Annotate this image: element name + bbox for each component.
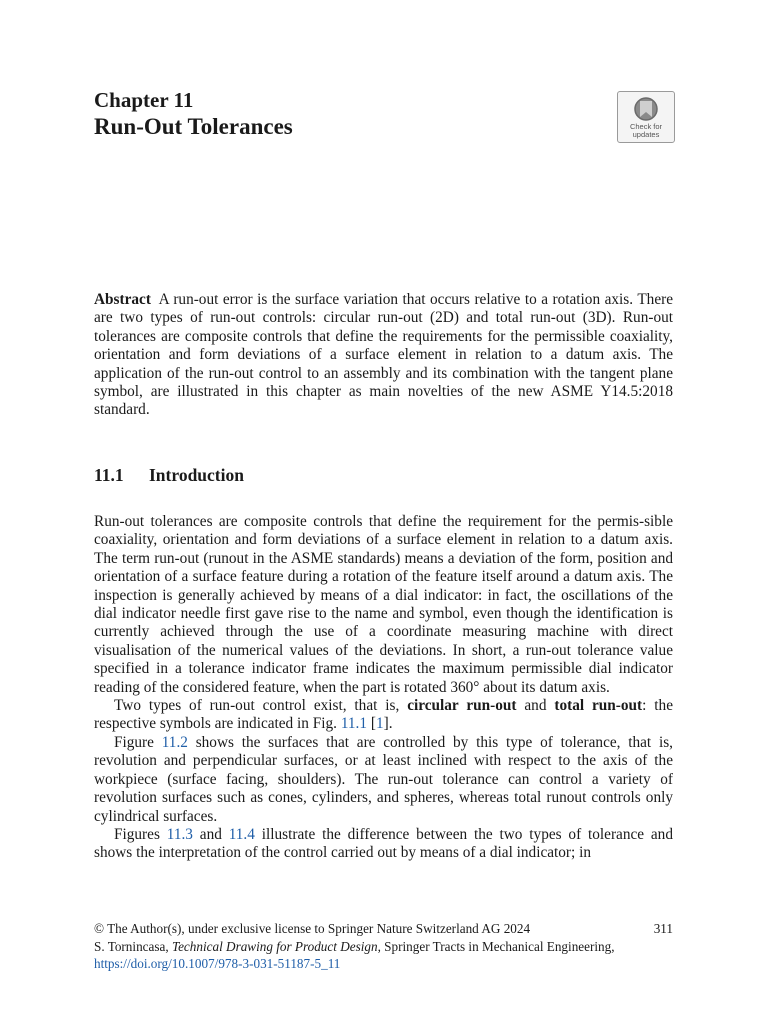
citation: S. Tornincasa, Technical Drawing for Product Design, Springer Tracts in Mechanical Engineering, https://doi.org/10.1007/978-3-031-51187-5_11 [94, 938, 615, 971]
term-circular-run-out: circular run-out [407, 697, 517, 715]
abstract [94, 291, 673, 420]
figure-link-11-3[interactable]: 11.3 [166, 825, 193, 843]
check-for-updates-icon [633, 96, 659, 122]
copyright-line: © The Author(s), under exclusive license to Springer Nature Switzerland AG 2024 [94, 921, 531, 936]
check-for-updates-badge[interactable] [617, 91, 675, 143]
page-number: 311 [653, 921, 673, 936]
figure-link-11-4[interactable]: 11.4 [228, 825, 255, 843]
term-total-run-out: total run-out [554, 697, 643, 715]
paragraph-4: Figures 11.3 and 11.4 illustrate the difference between the two types of tolerance and shows the interpretation of the control carried out by means of a dial indicator; in [94, 825, 673, 862]
paragraph-1: Run-out tolerances are composite controls that define the requirement for the permis-sible coaxiality, orientation and form deviations of a surface element in relation to a datum axis. The term run-out (runout in the ASME standards) means a deviation of the form, position and orientation of a surface feature during a rotation of the feature itself around a datum axis. The inspection is generally achieved by means of a dial indicator: in fact, the oscillations of the dial indicator needle first gave rise to the name and symbol, even though the identification is currently achieved through the use of a coordinate measuring machine with direct visualisation of the numerical values of the deviations. In short, a run-out tolerance value specified in a tolerance indicator frame indicates the maximum permissible dial indicator reading of the considered feature, when the part is rotated 360° about its datum axis. [94, 513, 673, 696]
paragraph-2: Two types of run-out control exist, that is, circular run-out and total run-out: the respective symbols are indicated in Fig. 11.1 [1]. [94, 697, 673, 733]
section-number: 11.1 [94, 465, 124, 485]
abstract-label: Abstract [94, 291, 151, 308]
doi-link[interactable]: https://doi.org/10.1007/978-3-031-51187-5_11 [94, 956, 341, 971]
figure-link-11-2[interactable]: 11.2 [161, 733, 188, 751]
body-text [94, 513, 673, 863]
figure-link-11-1[interactable]: 11.1 [340, 715, 368, 733]
section-title: Introduction [149, 465, 244, 485]
badge-text: Check for updates [629, 122, 663, 139]
abstract-text: A run-out error is the surface variation that occurs relative to a rotation axis. There are two types of run-out controls: circular run-out (2D) and total run-out (3D). Run-out tolerances are composite controls that define the requirements for the permissible coaxiality, orientation and form deviations of a surface element in relation to a datum axis. The application of the run-out control to an assembly and its combination with the tangent plane symbol, are illustrated in this chapter as main novelties of the new ASME Y14.5:2018 standard. [94, 291, 673, 419]
book-title: Technical Drawing for Product Design [171, 938, 378, 954]
paragraph-3: Figure 11.2 shows the surfaces that are controlled by this type of tolerance, that is, revolution and perpendicular surfaces, or at least inclined with respect to the axis of the workpiece (surface facing, shoulders). The run-out tolerance can control a variety of revolution surfaces such as cones, cylinders, and spheres, whereas total runout controls only cylindrical surfaces. [94, 733, 673, 825]
footer [94, 920, 673, 973]
reference-link-1[interactable]: 1 [375, 715, 384, 733]
section-heading [94, 465, 244, 486]
chapter-label: Chapter 11 [94, 88, 194, 112]
chapter-title: Run-Out Tolerances [94, 114, 293, 139]
